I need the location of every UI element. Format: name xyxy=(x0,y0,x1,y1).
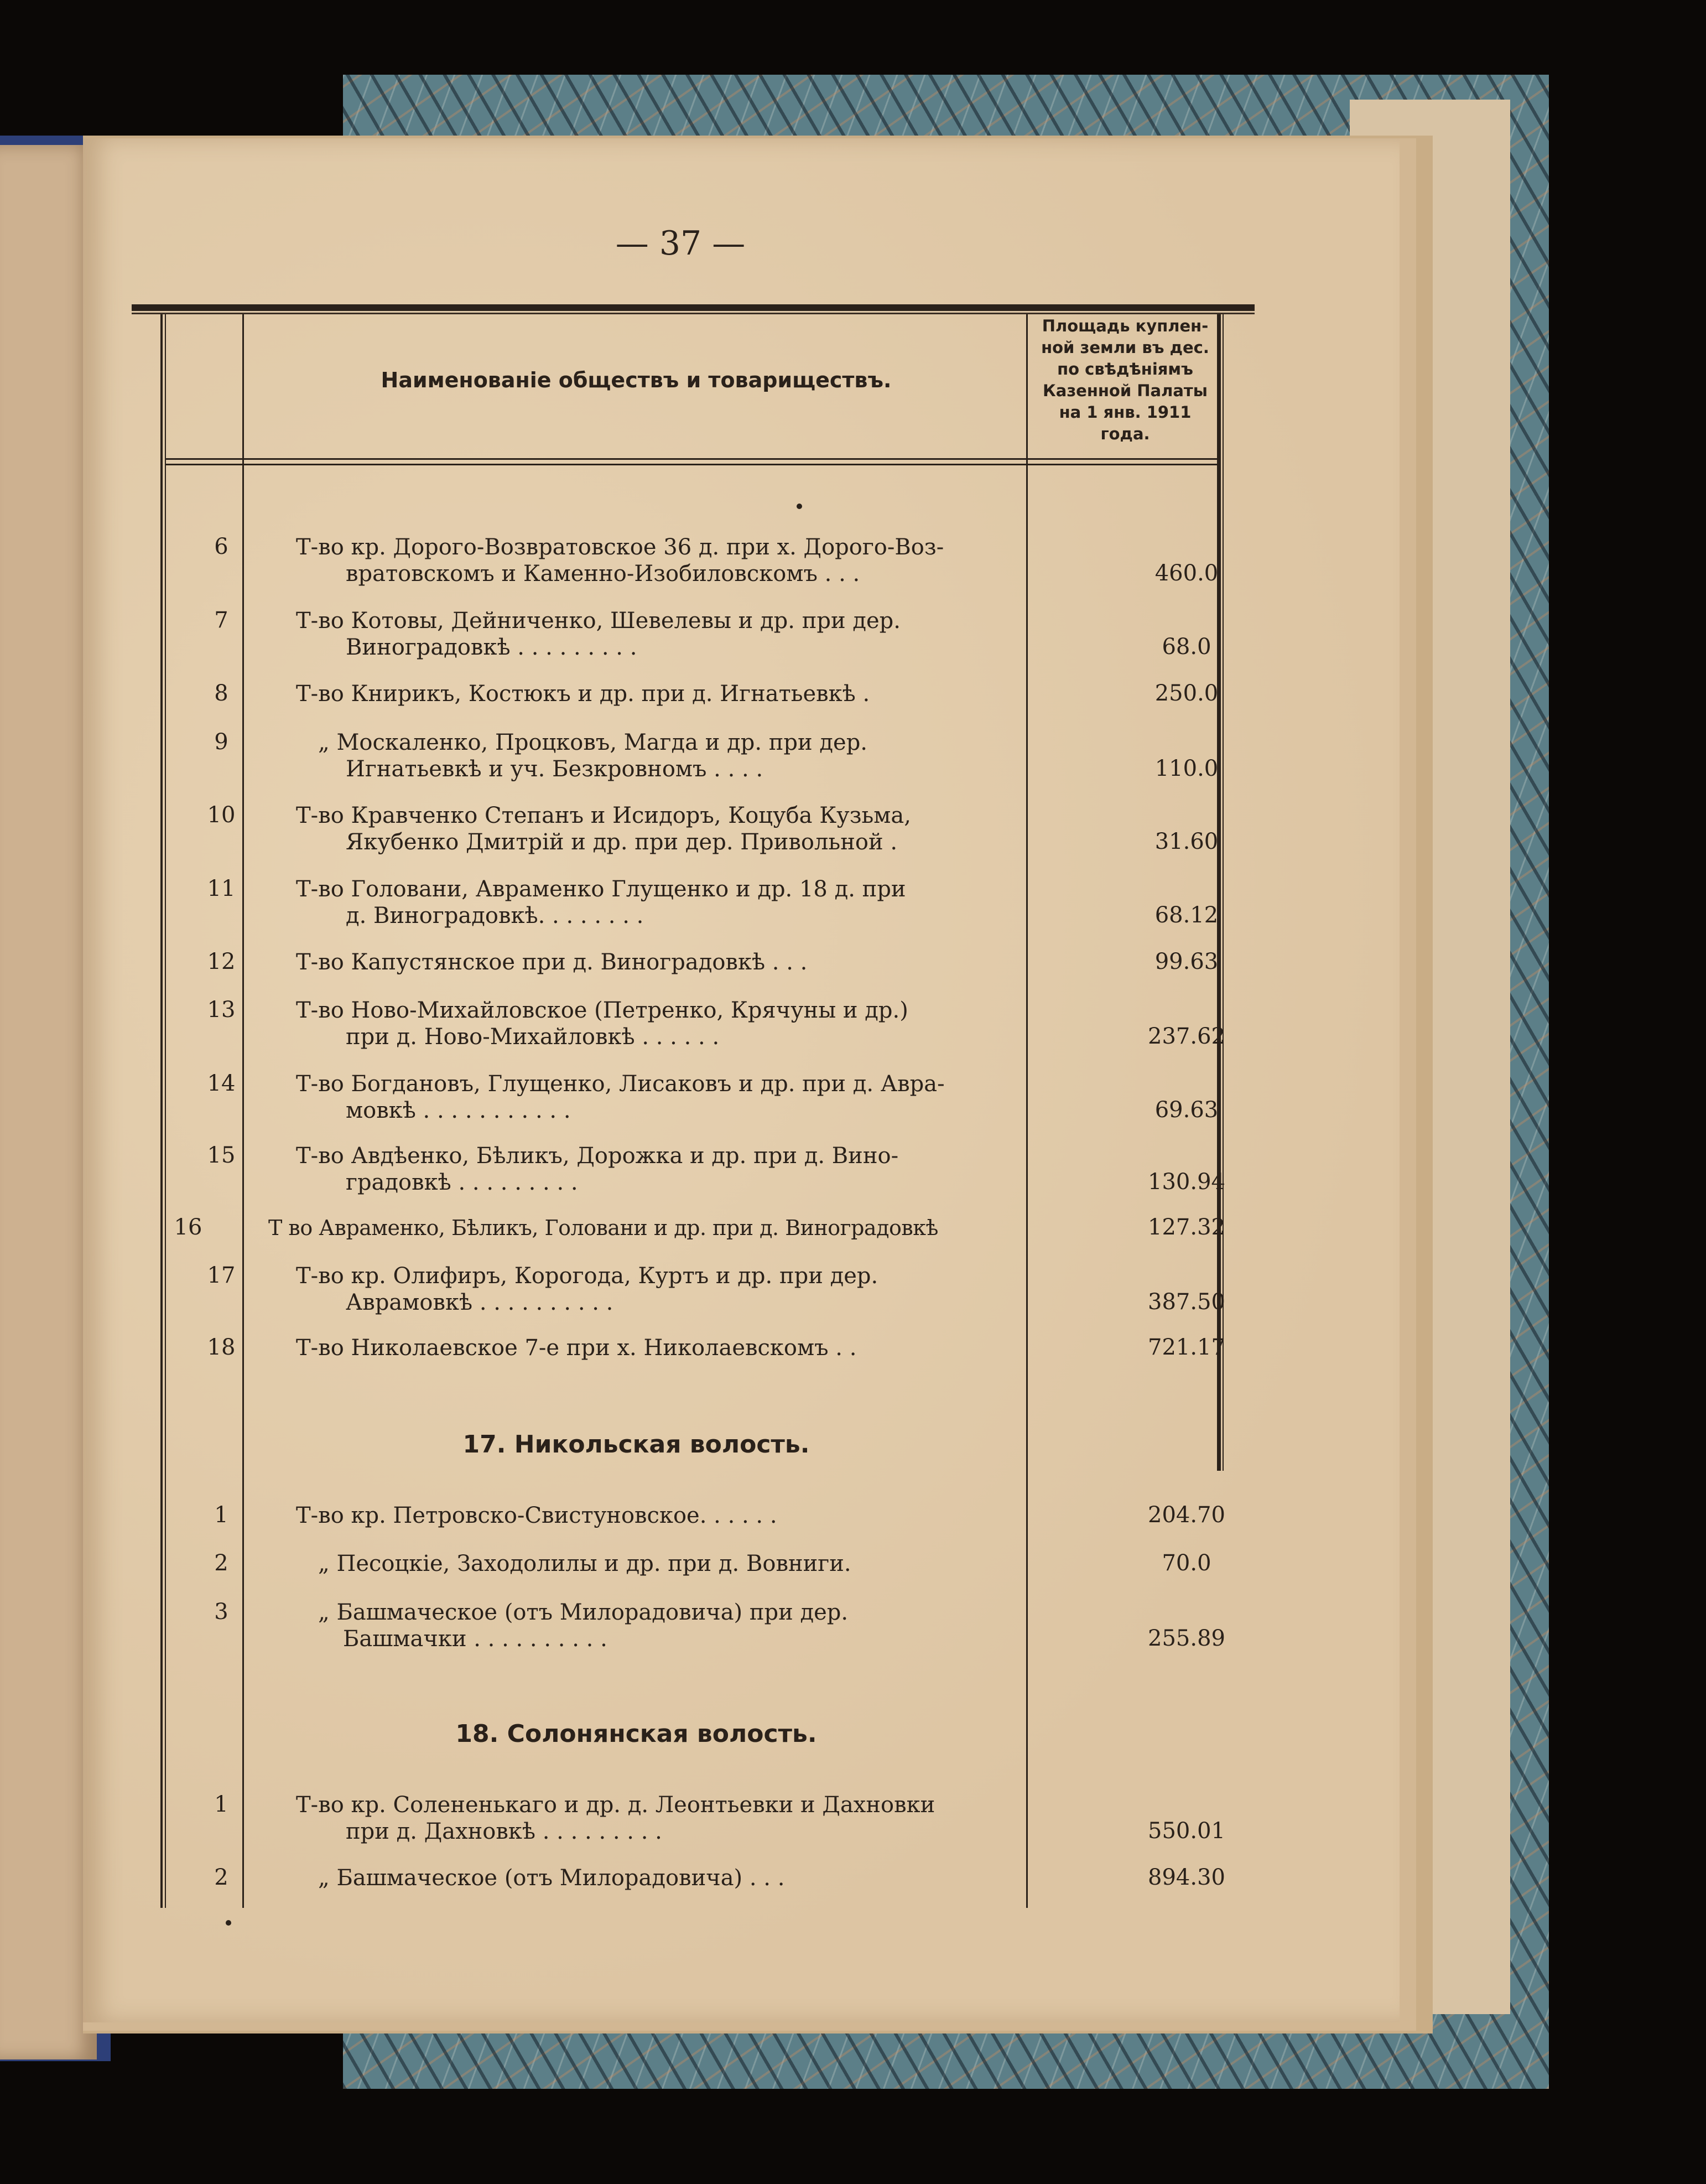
row-number: 10 xyxy=(207,802,236,828)
row-name xyxy=(296,1263,1159,1316)
page-number: — 37 — xyxy=(615,224,746,263)
left-page-edge xyxy=(0,145,97,2060)
row-line: Т-во Авдѣенко, Бѣликъ, Дорожка и др. при д. Вино- xyxy=(296,1143,899,1169)
row-line: „ Москаленко, Процковъ, Магда и др. при дер. xyxy=(318,730,868,755)
row-value: 894.30 xyxy=(1148,1865,1225,1890)
row-name xyxy=(296,802,1159,855)
row-value: 130.94 xyxy=(1148,1169,1225,1195)
row-value: 31.60 xyxy=(1154,829,1219,854)
row-name xyxy=(296,1071,1159,1124)
row-line: при д. Дахновкѣ . . . . . . . . . xyxy=(346,1819,662,1844)
row-value: 68.12 xyxy=(1154,902,1219,928)
row-name xyxy=(296,608,1159,661)
row-line: Т-во кр. Дорого-Возвратовское 36 д. при х. Дорого-Воз- xyxy=(296,535,944,560)
row-value: 204.70 xyxy=(1148,1502,1225,1528)
row-value: 387.50 xyxy=(1148,1289,1225,1315)
row-line: Т-во Книрикъ, Костюкъ и др. при д. Игнатьевкѣ . xyxy=(296,681,870,707)
row-line: Т-во Головани, Авраменко Глущенко и др. 18 д. при xyxy=(296,876,906,902)
row-line: Т-во Ново-Михайловское (Петренко, Крячуны и др.) xyxy=(296,998,908,1023)
ink-mark xyxy=(226,1920,231,1926)
row-line: Т-во Николаевское 7-е при х. Николаевскомъ . . xyxy=(296,1335,857,1361)
row-line: Аврамовкѣ . . . . . . . . . . xyxy=(346,1290,613,1315)
row-value: 70.0 xyxy=(1162,1550,1211,1576)
row-name xyxy=(296,1865,1159,1891)
row-value: 250.0 xyxy=(1154,681,1219,706)
row-line: вратовскомъ и Каменно-Изобиловскомъ . . . xyxy=(346,561,860,587)
row-name xyxy=(296,1550,1159,1577)
row-number: 17 xyxy=(207,1263,236,1288)
row-line: Якубенко Дмитрій и др. при дер. Привольной . xyxy=(346,829,898,855)
row-value: 255.89 xyxy=(1148,1626,1225,1651)
row-name xyxy=(296,1792,1159,1845)
row-line: Т-во кр. Солененькаго и др. д. Леонтьевки и Дахновки xyxy=(296,1792,935,1818)
row-number: 16 xyxy=(174,1215,202,1240)
name-column-header: Наименованіе обществъ и товариществъ. xyxy=(381,368,892,392)
row-line: Башмачки . . . . . . . . . . xyxy=(343,1626,607,1652)
row-line: Т-во кр. Олифиръ, Корогода, Куртъ и др. при дер. xyxy=(296,1263,878,1289)
header-line: года. xyxy=(1100,424,1150,443)
row-number: 9 xyxy=(214,729,228,755)
row-number: 3 xyxy=(214,1599,228,1625)
row-line: Т-во кр. Петровско-Свистуновское. . . . . . xyxy=(296,1503,777,1528)
row-value: 110.0 xyxy=(1154,756,1219,781)
header-line: ной земли въ дес. xyxy=(1041,338,1209,357)
row-line: д. Виноградовкѣ. . . . . . . . xyxy=(346,903,644,928)
header-line: по свѣдѣніямъ xyxy=(1057,360,1193,378)
section-heading: 18. Солонянская волость. xyxy=(455,1720,817,1748)
row-line: градовкѣ . . . . . . . . . xyxy=(346,1170,578,1195)
row-value: 99.63 xyxy=(1154,949,1219,974)
row-value: 127.32 xyxy=(1148,1215,1225,1240)
row-line: „ Песоцкіе, Заходолилы и др. при д. Вовниги. xyxy=(318,1551,851,1576)
row-number: 8 xyxy=(214,681,228,706)
row-line: „ Башмаческое (отъ Милорадовича) при дер. xyxy=(318,1600,849,1625)
row-line: Т-во Котовы, Дейниченко, Шевелевы и др. при дер. xyxy=(296,608,901,634)
row-name xyxy=(296,534,1159,587)
row-name xyxy=(296,729,1159,782)
row-name xyxy=(296,997,1159,1050)
row-name xyxy=(268,1215,1131,1241)
table-top-rule xyxy=(132,313,1255,314)
row-number: 2 xyxy=(214,1550,228,1576)
row-number: 6 xyxy=(214,534,228,559)
row-name xyxy=(296,1599,1159,1652)
row-number: 13 xyxy=(207,997,236,1023)
row-value: 237.62 xyxy=(1148,1024,1225,1049)
row-value: 68.0 xyxy=(1162,634,1211,660)
row-line: Виноградовкѣ . . . . . . . . . xyxy=(346,635,637,660)
header-line: Казенной Палаты xyxy=(1043,381,1208,400)
row-line: мовкѣ . . . . . . . . . . . xyxy=(346,1098,571,1123)
row-number: 14 xyxy=(207,1071,236,1096)
header-line: Площадь куплен- xyxy=(1042,317,1209,335)
row-name xyxy=(296,949,1159,976)
section-heading: 17. Никольская волость. xyxy=(462,1430,810,1459)
row-number: 11 xyxy=(207,876,236,901)
row-name xyxy=(296,681,1159,707)
row-line: Т-во Капустянское при д. Виноградовкѣ . . . xyxy=(296,950,808,975)
ink-mark xyxy=(797,504,802,509)
row-number: 15 xyxy=(207,1143,236,1168)
row-number: 2 xyxy=(214,1865,228,1890)
row-name xyxy=(296,1502,1159,1529)
row-value: 460.0 xyxy=(1154,561,1219,586)
row-name xyxy=(296,876,1159,929)
row-line: Игнатьевкѣ и уч. Безкровномъ . . . . xyxy=(346,756,763,782)
row-line: „ Башмаческое (отъ Милорадовича) . . . xyxy=(318,1865,785,1891)
row-number: 12 xyxy=(207,949,236,974)
row-name xyxy=(296,1335,1159,1361)
row-number: 1 xyxy=(214,1502,228,1528)
table-top-rule xyxy=(132,304,1255,311)
header-rule xyxy=(166,464,1217,465)
row-name xyxy=(296,1143,1159,1196)
row-line: Т-во Богдановъ, Глущенко, Лисаковъ и др. при д. Авра- xyxy=(296,1071,945,1097)
row-value: 69.63 xyxy=(1154,1097,1219,1123)
header-rule xyxy=(166,458,1217,460)
row-number: 18 xyxy=(207,1335,236,1360)
row-line: при д. Ново-Михайловкѣ . . . . . . xyxy=(346,1024,720,1050)
row-value: 550.01 xyxy=(1148,1818,1225,1844)
row-line: Т-во Кравченко Степанъ и Исидоръ, Коцуба Кузьма, xyxy=(296,803,911,828)
row-number: 7 xyxy=(214,608,228,633)
row-number: 1 xyxy=(214,1792,228,1817)
row-value: 721.17 xyxy=(1148,1335,1225,1360)
header-line: на 1 янв. 1911 xyxy=(1059,403,1192,422)
area-column-header xyxy=(1028,315,1223,445)
row-line: Т во Авраменко, Бѣликъ, Головани и др. при д. Виноградовкѣ xyxy=(268,1216,938,1240)
